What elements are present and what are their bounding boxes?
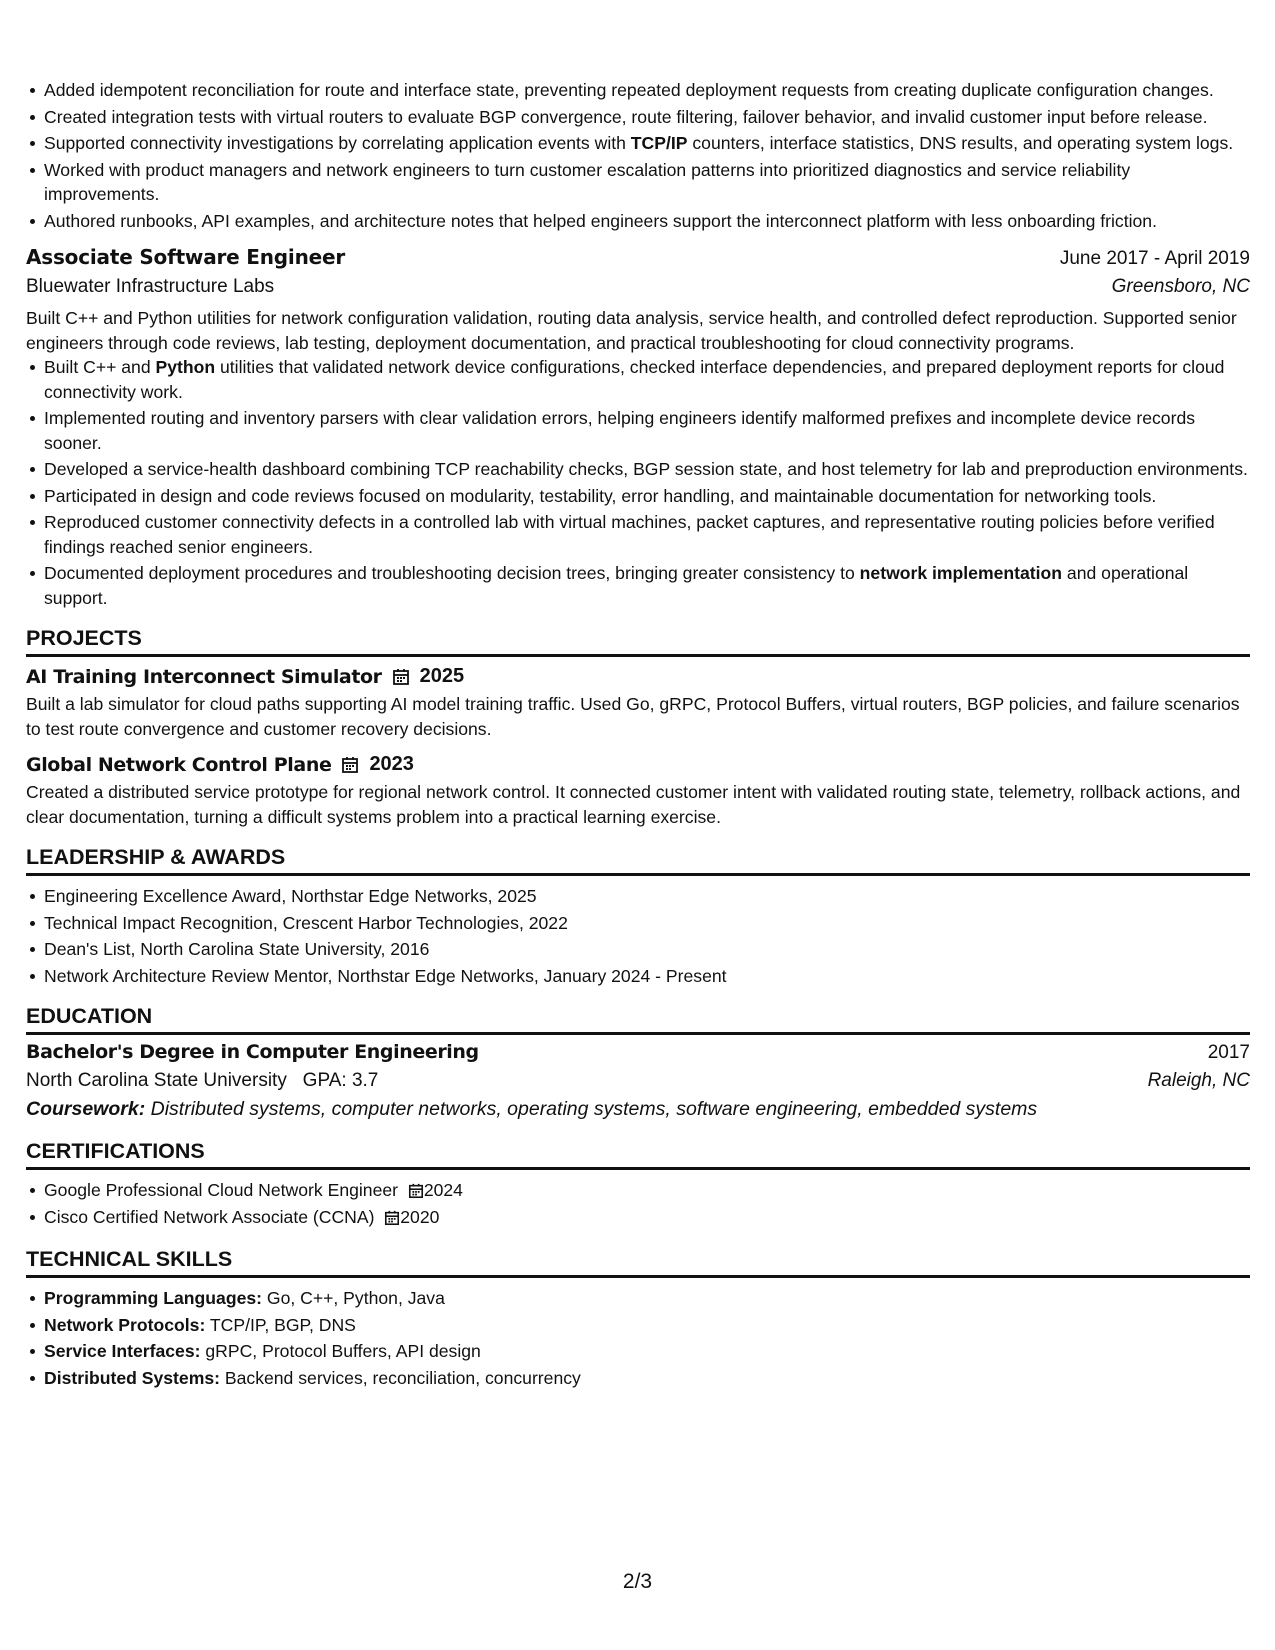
list-item: Service Interfaces: gRPC, Protocol Buffers, API design <box>44 1339 1250 1364</box>
school-location: Raleigh, NC <box>1147 1070 1250 1091</box>
project-entry <box>26 665 1250 741</box>
list-item: Programming Languages: Go, C++, Python, Java <box>44 1286 1250 1311</box>
skills-section <box>26 1247 1250 1390</box>
calendar-icon <box>392 668 410 686</box>
certifications-section <box>26 1139 1250 1229</box>
list-item: Network Protocols: TCP/IP, BGP, DNS <box>44 1313 1250 1338</box>
project-year: 2025 <box>419 665 465 687</box>
gpa: GPA: 3.7 <box>302 1070 379 1091</box>
school-name: North Carolina State University GPA: 3.7 <box>26 1070 379 1091</box>
skills-list <box>26 1286 1250 1390</box>
list-item: Engineering Excellence Award, Northstar Edge Networks, 2025 <box>44 884 1250 909</box>
project-year: 2023 <box>369 753 414 775</box>
list-item: Google Professional Cloud Network Engineer 2024 <box>44 1178 1250 1203</box>
job-location: Greensboro, NC <box>1111 276 1250 297</box>
calendar-icon <box>408 1183 424 1199</box>
education-section <box>26 1004 1250 1121</box>
certifications-list <box>26 1178 1250 1229</box>
project-title: Global Network Control Plane <box>26 753 332 776</box>
list-item: Network Architecture Review Mentor, Northstar Edge Networks, January 2024 - Present <box>44 964 1250 989</box>
awards-list <box>26 884 1250 988</box>
degree-year: 2017 <box>1207 1042 1250 1063</box>
list-item: Technical Impact Recognition, Crescent Harbor Technologies, 2022 <box>44 911 1250 936</box>
section-heading: EDUCATION <box>26 1004 1250 1035</box>
list-item: Participated in design and code reviews focused on modularity, testability, error handling, and maintainable documentation for networking tools. <box>44 484 1250 509</box>
job-summary: Built C++ and Python utilities for network configuration validation, routing data analysis, service health, and controlled defect reproduction. Supported senior engineers through code reviews, lab testing, deployment documentation, and practical troubleshooting for cloud connectivity programs. <box>26 308 1237 353</box>
list-item: Cisco Certified Network Associate (CCNA) 2020 <box>44 1205 1250 1230</box>
project-title: AI Training Interconnect Simulator <box>26 665 382 688</box>
list-item: Implemented routing and inventory parsers with clear validation errors, helping engineers identify malformed prefixes and incomplete device records sooner. <box>44 406 1250 455</box>
project-description: Built a lab simulator for cloud paths supporting AI model training traffic. Used Go, gRPC, Protocol Buffers, virtual routers, BGP policies, and failure scenarios to test route convergence and customer recovery decisions. <box>26 694 1240 739</box>
list-item: Distributed Systems: Backend services, reconciliation, concurrency <box>44 1366 1250 1391</box>
list-item: Added idempotent reconciliation for route and interface state, preventing repeated deployment requests from creating duplicate configuration changes. <box>44 78 1250 103</box>
projects-section <box>26 626 1250 829</box>
list-item: Documented deployment procedures and troubleshooting decision trees, bringing greater consistency to network implementation and operational support. <box>44 561 1250 610</box>
list-item: Developed a service-health dashboard combining TCP reachability checks, BGP session state, and host telemetry for lab and preproduction environments. <box>44 457 1250 482</box>
section-heading: TECHNICAL SKILLS <box>26 1247 1250 1278</box>
resume-page <box>26 78 1250 1392</box>
list-item: Supported connectivity investigations by correlating application events with TCP/IP counters, interface statistics, DNS results, and operating system logs. <box>44 131 1250 156</box>
degree-title: Bachelor's Degree in Computer Engineering <box>26 1041 479 1063</box>
list-item: Built C++ and Python utilities that validated network device configurations, checked interface dependencies, and prepared deployment reports for cloud connectivity work. <box>44 355 1250 404</box>
calendar-icon <box>341 756 359 774</box>
coursework: Coursework: Distributed systems, computer networks, operating systems, software engineering, embedded systems <box>26 1098 1038 1120</box>
section-heading: LEADERSHIP & AWARDS <box>26 845 1250 876</box>
project-entry <box>26 753 1250 829</box>
section-heading: CERTIFICATIONS <box>26 1139 1250 1170</box>
job-company: Bluewater Infrastructure Labs <box>26 276 275 297</box>
section-heading: PROJECTS <box>26 626 1250 657</box>
list-item: Reproduced customer connectivity defects in a controlled lab with virtual machines, packet captures, and representative routing policies before verified findings reached senior engineers. <box>44 510 1250 559</box>
list-item: Worked with product managers and network engineers to turn customer escalation patterns into prioritized diagnostics and service reliability improvements. <box>44 158 1250 207</box>
page-number: 2/3 <box>622 1570 653 1593</box>
job-bullets <box>26 355 1250 610</box>
list-item: Authored runbooks, API examples, and architecture notes that helped engineers support the interconnect platform with less onboarding friction. <box>44 209 1250 234</box>
job-title: Associate Software Engineer <box>26 245 345 269</box>
job-dates: June 2017 - April 2019 <box>1059 248 1250 269</box>
project-description: Created a distributed service prototype for regional network control. It connected customer intent with validated routing state, telemetry, rollback actions, and clear documentation, turning a difficult systems problem into a practical learning exercise. <box>26 782 1241 827</box>
prev-job-bullets <box>26 78 1250 233</box>
leadership-section <box>26 845 1250 988</box>
job-entry <box>26 245 1250 610</box>
calendar-icon <box>384 1210 400 1226</box>
list-item: Dean's List, North Carolina State University, 2016 <box>44 937 1250 962</box>
list-item: Created integration tests with virtual routers to evaluate BGP convergence, route filtering, failover behavior, and invalid customer input before release. <box>44 105 1250 130</box>
